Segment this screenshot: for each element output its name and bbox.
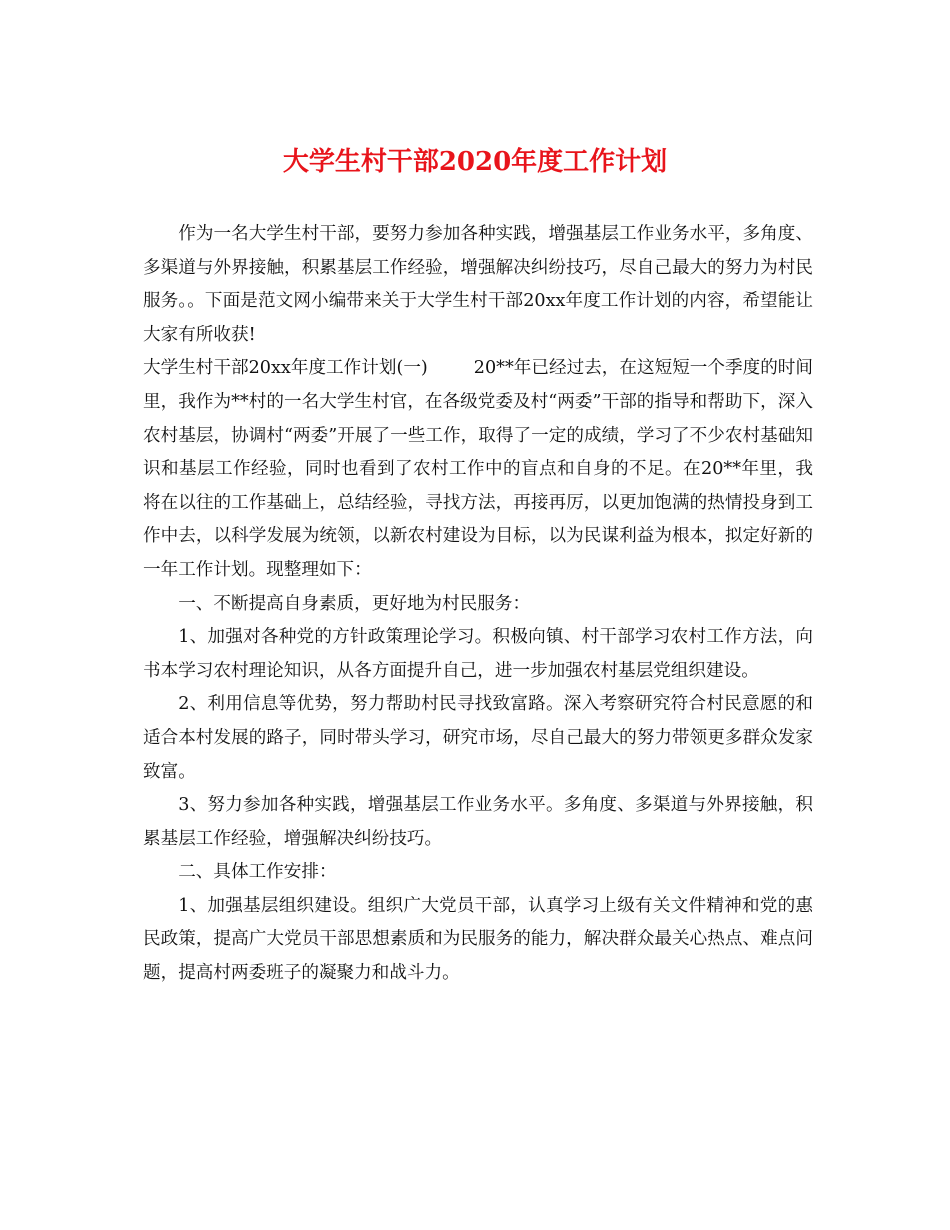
item-2-1: 1、加强基层组织建设。组织广大党员干部，认真学习上级有关文件精神和党的惠民政策，提高广大党员干部思想素质和为民服务的能力，解决群众最关心热点、难点问题，提高村两委班子的凝聚力和战斗力。 [143,895,813,984]
section-heading: 大学生村干部20xx年度工作计划(一) [143,358,428,379]
item-1-2: 2、利用信息等优势，努力帮助村民寻找致富路。深入考察研究符合村民意愿的和适合本村发展的路子，同时带头学习，研究市场，尽自己最大的努力带领更多群众发家致富。 [143,694,813,782]
plan-one-text: 20**年已经过去，在这短短一个季度的时间里，我作为**村的一名大学生村官，在各级党委及村“两委”干部的指导和帮助下，深入农村基层，协调村“两委”开展了一些工作，取得了一定的成绩，学习了不少农村基础知识和基层工作经验，同时也看到了农村工作中的盲点和自身的不足。在20**年里，我将在以往的工作基础上，总结经验，寻找方法，再接再厉，以更加饱满的热情投身到工作中去，以科学发展为统领，以新农村建设为目标，以为民谋利益为根本，拟定好新的一年工作计划。现整理如下： [143,358,813,580]
item-1-3: 3、努力参加各种实践，增强基层工作业务水平。多角度、多渠道与外界接触，积累基层工作经验，增强解决纠纷技巧。 [143,795,813,849]
item-1-1: 1、加强对各种党的方针政策理论学习。积极向镇、村干部学习农村工作方法，向书本学习农村理论知识，从各方面提升自己，进一步加强农村基层党组织建设。 [143,627,813,681]
document-body [143,218,813,991]
heading-one: 一、不断提高自身素质，更好地为村民服务： [178,593,531,614]
plan-one-paragraph [143,352,813,587]
heading-two: 二、具体工作安排： [178,862,337,883]
document-title: 大学生村干部2020年度工作计划 [282,147,668,177]
intro-paragraph: 作为一名大学生村干部，要努力参加各种实践，增强基层工作业务水平，多角度、多渠道与外界接触，积累基层工作经验，增强解决纠纷技巧，尽自己最大的努力为村民服务。。下面是范文网小编带来关于大学生村干部20xx年度工作计划的内容，希望能让大家有所收获! [143,224,813,345]
